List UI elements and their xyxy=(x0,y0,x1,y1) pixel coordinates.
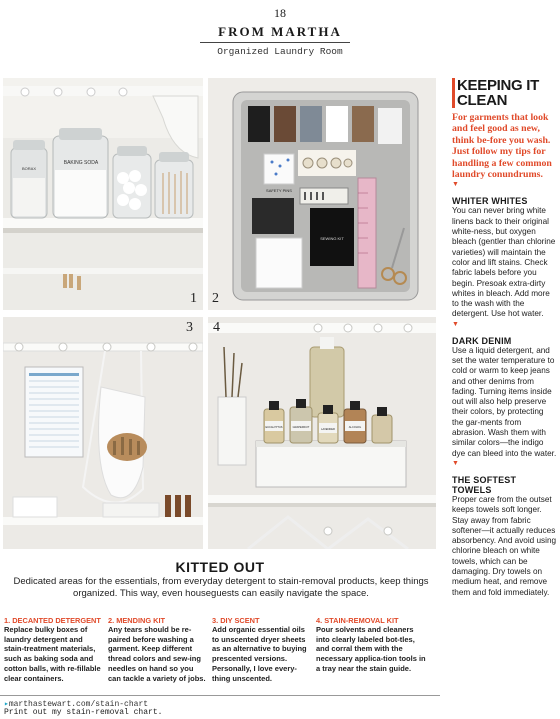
tip-diy-scent xyxy=(212,616,312,683)
photo-peg-rail xyxy=(3,317,203,549)
tin-label-safety-pins: SAFETY PINS xyxy=(266,188,292,193)
tip-heading: 1. DECANTED DETERGENT xyxy=(4,616,101,625)
article-subtitle: Organized Laundry Room xyxy=(217,46,343,57)
page-number: 18 xyxy=(274,6,286,20)
bottle-label-eucalyptus: EUCALYPTUS xyxy=(265,426,283,429)
kitted-out-lede: Dedicated areas for the essentials, from everyday detergent to stain-removal products, keep things organized. This way, even houseguests can easily navigate the space. xyxy=(13,576,429,599)
photo-detergent-jars xyxy=(3,78,203,310)
sidebar-body-softest-towels: Proper care from the outset keeps towels soft longer. Stay away from fabric softener—it actually reduces absorbency. And avoid using chlorine bleach on white towels, which can be damaging. Dry towels on medium heat, and remove them and fold immediately. xyxy=(452,494,557,597)
sidebar-heading-dark-denim: DARK DENIM xyxy=(452,335,512,346)
sidebar-heading-softest-towels: THE SOFTEST TOWELS xyxy=(452,474,517,495)
tip-heading: 3. DIY SCENT xyxy=(212,616,260,625)
sidebar-title-line1: KEEPING IT xyxy=(457,77,540,94)
tip-decanted-detergent xyxy=(4,616,104,683)
photo-stain-kit xyxy=(208,317,436,549)
tip-stain-removal-kit xyxy=(316,616,428,674)
kitted-out-title: KITTED OUT xyxy=(175,559,265,575)
photo-number-1: 1 xyxy=(190,291,197,306)
arrow-right-icon: ▸ xyxy=(4,700,9,709)
sidebar-keeping-it-clean xyxy=(452,78,557,598)
bottle-label-lavender: LAVENDER xyxy=(321,428,335,431)
photo-mending-kit xyxy=(208,78,436,310)
sidebar-intro: For garments that look and feel good as new, think be-fore you wash. Just follow my tips for handling a few common laundry conundrums. xyxy=(452,112,552,181)
bottle-label-alcohol: ALCOHOL xyxy=(348,426,362,429)
stain-chart-url[interactable]: marthastewart.com/stain-chart xyxy=(8,700,149,709)
mending-tin-illustration xyxy=(208,78,436,310)
tip-body: Any tears should be re-paired before washing a garment. Keep different thread colors and sew-ing needles on hand so you can tackle a variety of jobs. xyxy=(108,625,206,683)
section-marker-icon: ▼ xyxy=(452,320,459,328)
photo-number-3: 3 xyxy=(186,320,193,335)
section-marker-icon: ▼ xyxy=(452,181,459,189)
stain-tray-illustration xyxy=(208,317,436,549)
tin-label-sewing-kit: SEWING KIT xyxy=(320,236,344,241)
tip-mending-kit xyxy=(108,616,208,683)
sidebar-heading-whiter-whites: WHITER WHITES xyxy=(452,196,528,207)
tip-body: Add organic essential oils to unscented dryer sheets as an alternative to buying prescented versions. Personally, I love every-thing unscented. xyxy=(212,625,307,683)
jars-illustration xyxy=(3,78,203,310)
tip-body: Pour solvents and cleaners into clearly labeled bot-tles, and corral them with the necessary applica-tion tools in a tray near the stain guide. xyxy=(316,625,426,673)
photo-number-4: 4 xyxy=(213,320,220,335)
footer-rule xyxy=(0,695,440,696)
sidebar-body-whiter-whites: You can never bring white linens back to their original white-ness, but oxygen bleach (gentler than chlorine varieties) will maintain the color and lift stains. Check fabric labels before you begin. Presoak extra-dirty whites in bleach. Add more to the wash with the detergent. Use hot water. xyxy=(452,206,556,319)
tip-heading: 4. STAIN-REMOVAL KIT xyxy=(316,616,399,625)
tip-heading: 2. MENDING KIT xyxy=(108,616,166,625)
bottle-label-grapefruit: GRAPEFRUIT xyxy=(292,426,310,429)
sidebar-title-line2: CLEAN xyxy=(457,92,508,109)
header-rule xyxy=(200,42,350,43)
footer-cta: Print out my stain-removal chart. xyxy=(4,708,163,717)
section-marker-icon: ▼ xyxy=(452,459,459,467)
tip-body: Replace bulky boxes of laundry detergent and stain-treatment materials, such as baking soda and cotton balls, with re-fillable clear containers. xyxy=(4,625,101,683)
section-title: FROM MARTHA xyxy=(218,24,342,39)
sidebar-title xyxy=(452,78,557,108)
jar-label-borax: BORAX xyxy=(21,166,37,171)
peg-rail-illustration xyxy=(3,317,203,549)
photo-number-2: 2 xyxy=(212,291,219,306)
sidebar-body-dark-denim: Use a liquid detergent, and set the water temperature to cold or warm to keep jeans and other denims from fading. Turning items inside out will also help preserve their colors, by protecting the gar-ments from abrasion. Wash them with similar colors—the indigo dye can bleed into the water. xyxy=(452,345,557,458)
jar-label-baking-soda: BAKING SODA xyxy=(63,160,99,166)
